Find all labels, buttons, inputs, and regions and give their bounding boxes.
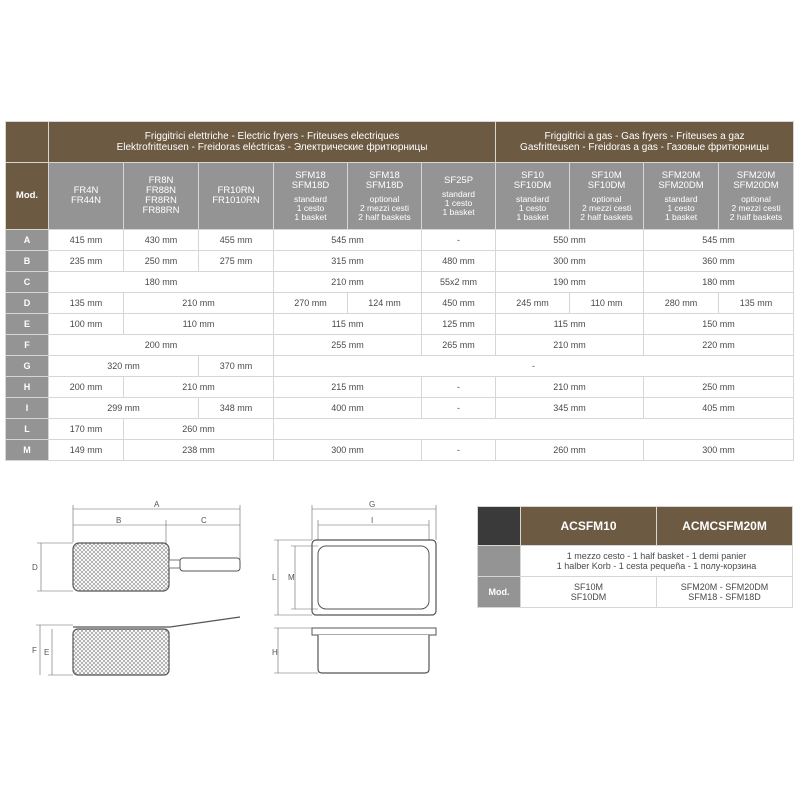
table-cell: 210 mm [124,293,274,314]
dim-label-i: I [371,516,374,525]
model-basket-note: optional 2 mezzi cesti 2 half baskets [729,193,783,222]
table-cell: 450 mm [422,293,496,314]
row-label: B [6,251,49,272]
gas-fryers-title: Friggitrici a gas - Gas fryers - Friteuses a gaz Gasfritteusen - Freidoras a gas - Газовые фритюрницы [520,131,769,153]
table-cell: 265 mm [422,335,496,356]
table-row [6,419,794,440]
model-header-9 [644,163,719,230]
model-basket-note: optional 2 mezzi cesti 2 half baskets [580,193,633,222]
table-cell: 200 mm [49,335,274,356]
table-cell: 210 mm [274,272,422,293]
table-cell: 320 mm [49,356,199,377]
table-row [6,230,794,251]
dimensions-table [5,121,794,461]
table-cell: 348 mm [199,398,274,419]
accessory-header-2: ACMCSFM20M [657,507,793,546]
table-cell: 220 mm [644,335,794,356]
model-header-1 [49,163,124,230]
model-basket-note: standard 1 cesto 1 basket [441,188,476,217]
dim-label-a: A [154,500,160,509]
table-cell: 180 mm [644,272,794,293]
mod-label: Mod. [6,163,49,230]
table-row [6,335,794,356]
table-cell: 238 mm [124,440,274,461]
dim-label-l: L [272,573,277,582]
row-label: L [6,419,49,440]
basket-handle [180,558,240,571]
header-spacer [6,122,49,163]
table-cell: 110 mm [570,293,644,314]
row-label: G [6,356,49,377]
table-cell: 550 mm [496,230,644,251]
model-basket-note: standard 1 cesto 1 basket [664,193,698,222]
table-cell: - [422,440,496,461]
basket-mesh [73,543,169,591]
accessory-desc-label [478,546,521,577]
accessory-models-2 [657,577,793,608]
table-cell: 150 mm [644,314,794,335]
accessory-models-1 [521,577,657,608]
table-cell: 360 mm [644,251,794,272]
table-cell: 260 mm [124,419,274,440]
table-row [6,314,794,335]
table-cell: 415 mm [49,230,124,251]
table-cell: 315 mm [274,251,422,272]
tank-top-drawing [268,500,448,620]
electric-fryers-title: Friggitrici elettriche - Electric fryers - Friteuses electriques Elektrofritteusen - Freidoras eléctricas - Электрические фритюрницы [116,131,428,153]
table-cell: - [274,356,794,377]
table-cell: 260 mm [496,440,644,461]
model-name: SFM18 SFM18D [291,169,330,191]
table-cell: 100 mm [49,314,124,335]
table-row [6,398,794,419]
accessory-header-1: ACSFM10 [521,507,657,546]
row-label: I [6,398,49,419]
table-cell: 405 mm [644,398,794,419]
table-cell: 149 mm [49,440,124,461]
table-cell: 455 mm [199,230,274,251]
table-cell: 300 mm [274,440,422,461]
table-cell: 55x2 mm [422,272,496,293]
model-name: SF25P [443,174,474,186]
table-cell: 170 mm [49,419,124,440]
table-cell: 190 mm [496,272,644,293]
row-label: C [6,272,49,293]
table-cell: 400 mm [274,398,422,419]
table-cell: 250 mm [124,251,199,272]
gas-fryers-header [496,122,794,163]
basket-side-drawing [30,615,250,685]
model-name: FR8N FR88N FR8RN FR88RN [142,175,180,216]
table-cell: 180 mm [49,272,274,293]
table-cell: 370 mm [199,356,274,377]
table-cell: 115 mm [496,314,644,335]
table-cell: 270 mm [274,293,348,314]
basket-side-mesh [73,629,169,675]
dim-label-g: G [369,500,376,509]
accessory-description [521,546,793,577]
table-cell: 480 mm [422,251,496,272]
table-cell: 110 mm [124,314,274,335]
table-cell: 280 mm [644,293,719,314]
model-header-4 [274,163,348,230]
row-label: E [6,314,49,335]
dim-label-m: M [288,573,295,582]
table-cell: 345 mm [496,398,644,419]
dim-label-h: H [272,648,278,657]
model-header-7 [496,163,570,230]
model-basket-note: standard 1 cesto 1 basket [515,193,550,222]
model-header-10 [719,163,794,230]
table-cell: 545 mm [274,230,422,251]
table-cell: - [422,377,496,398]
table-cell: 299 mm [49,398,199,419]
model-name: SFM20M SFM20DM [733,169,779,191]
model-name: SF10M SF10DM [587,169,626,191]
table-cell: 215 mm [274,377,422,398]
model-basket-note: optional 2 mezzi cesti 2 half baskets [358,193,411,222]
row-label: H [6,377,49,398]
table-cell: 430 mm [124,230,199,251]
table-cell: 245 mm [496,293,570,314]
table-cell: 210 mm [124,377,274,398]
dim-label-f: F [32,646,37,655]
accessory-models-2-text: SFM20M - SFM20DM SFM18 - SFM18D [680,582,769,602]
table-row [6,377,794,398]
table-cell: 125 mm [422,314,496,335]
table-cell: 135 mm [49,293,124,314]
table-row [6,293,794,314]
dim-label-d: D [32,563,38,572]
table-cell: 545 mm [644,230,794,251]
model-header-2 [124,163,199,230]
table-cell: - [422,230,496,251]
accessory-mod-label: Mod. [478,577,521,608]
table-cell: 200 mm [49,377,124,398]
table-cell: 135 mm [719,293,794,314]
accessories-table [477,506,793,608]
table-cell: 210 mm [496,377,644,398]
table-cell: 124 mm [348,293,422,314]
row-label: F [6,335,49,356]
model-header-8 [570,163,644,230]
table-cell: 275 mm [199,251,274,272]
model-header-3 [199,163,274,230]
table-row [6,356,794,377]
table-cell: 300 mm [496,251,644,272]
model-header-5 [348,163,422,230]
table-row [6,440,794,461]
model-name: FR4N FR44N [70,185,102,206]
table-cell: 255 mm [274,335,422,356]
accessory-models-1-text: SF10M SF10DM [570,582,607,602]
table-cell [274,419,794,440]
model-name: SF10 SF10DM [513,169,552,191]
tank-side-outline [318,635,429,673]
table-cell: 300 mm [644,440,794,461]
table-cell: 250 mm [644,377,794,398]
row-label: D [6,293,49,314]
electric-fryers-header [49,122,496,163]
model-name: SFM20M SFM20DM [658,169,704,191]
dim-label-b: B [116,516,122,525]
model-name: SFM18 SFM18D [365,169,404,191]
dim-label-e: E [44,648,50,657]
table-row [6,251,794,272]
row-label: M [6,440,49,461]
table-row [6,272,794,293]
table-cell: 210 mm [496,335,644,356]
basket-top-drawing [30,500,250,605]
accessories-corner [478,507,521,546]
table-cell: - [422,398,496,419]
table-cell: 235 mm [49,251,124,272]
model-name: FR10RN FR1010RN [212,185,260,206]
row-label: A [6,230,49,251]
dim-label-c: C [201,516,207,525]
tank-side-drawing [268,625,448,680]
accessory-description-text: 1 mezzo cesto - 1 half basket - 1 demi panier 1 halber Korb - 1 cesta pequeña - 1 полу-корзина [556,551,757,571]
model-header-6 [422,163,496,230]
table-cell: 115 mm [274,314,422,335]
model-basket-note: standard 1 cesto 1 basket [293,193,328,222]
